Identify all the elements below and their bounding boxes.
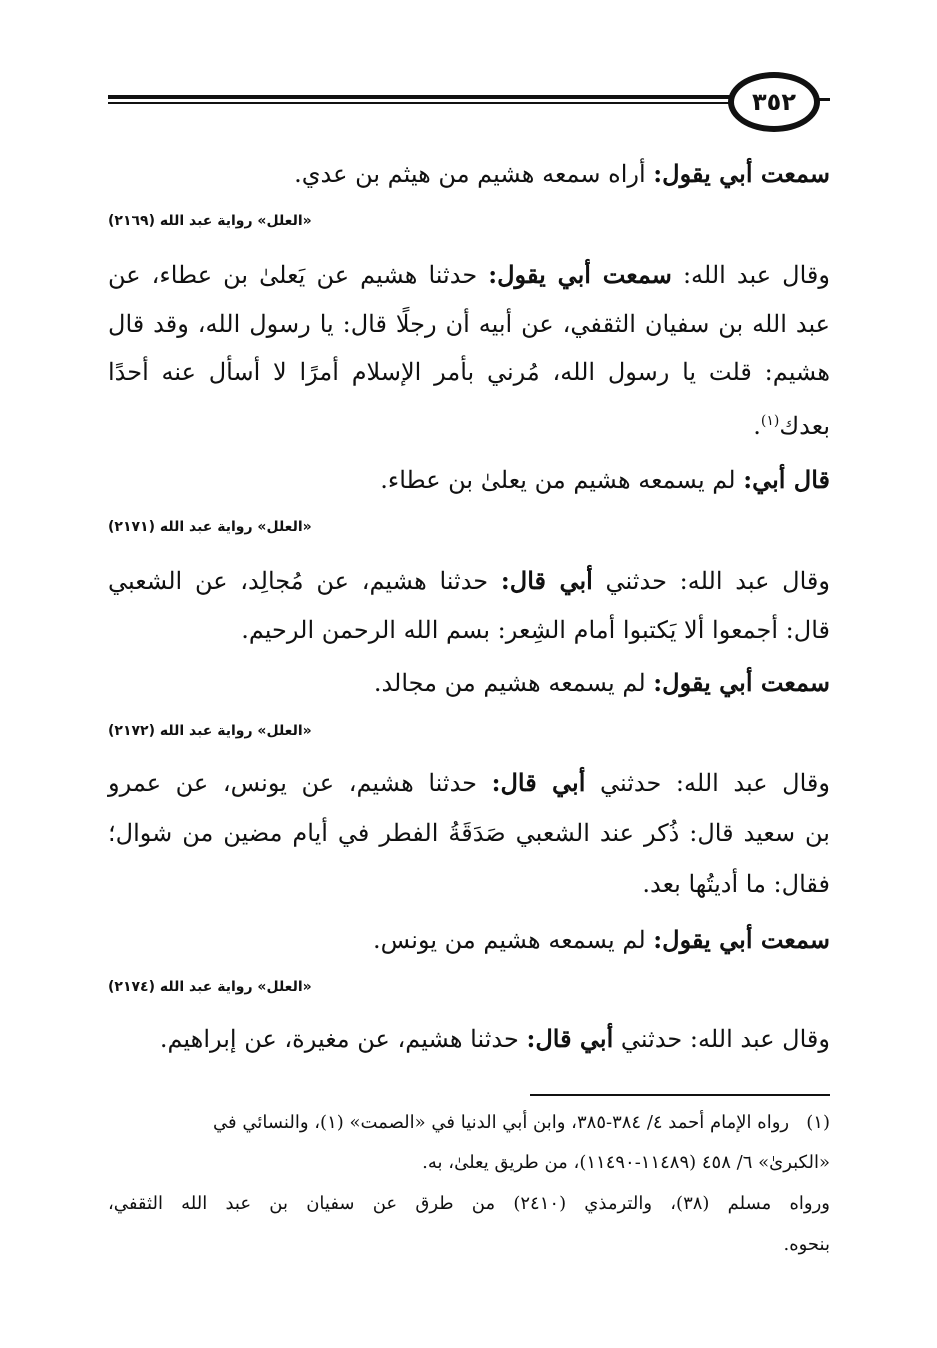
narrator-phrase: أبي قال: <box>491 768 586 797</box>
narrator-phrase: سمعت أبي يقول: <box>653 159 830 188</box>
text-line: فقال: ما أديتُها بعد. <box>642 870 830 898</box>
header-rule-thick <box>108 95 748 99</box>
footnote-line: بنحوه. <box>783 1234 830 1255</box>
source-reference: «العلل» رواية عبد الله (٢١٧٢) <box>108 723 312 739</box>
text-line <box>108 922 830 958</box>
text-span: لم يسمعه هشيم من يونس. <box>373 926 654 954</box>
text-line <box>108 765 830 801</box>
text-line: قال: أجمعوا ألا يَكتبوا أمام الشِعر: بسم الله الرحمن الرحيم. <box>241 616 830 644</box>
text-span: حدثنا هشيم، عن مغيرة، عن إبراهيم. <box>159 1025 527 1053</box>
text-line <box>108 403 830 444</box>
text-span: بعدك <box>779 412 830 440</box>
footnote-reference[interactable]: (١) <box>760 413 780 429</box>
text-span: وقال عبد الله: <box>671 261 830 289</box>
text-span: وقال عبد الله: حدثني <box>613 1025 830 1053</box>
footnote-line: ورواه مسلم (٣٨)، والترمذي (٢٤١٠) من طرق عن سفيان بن عبد الله الثقفي، <box>108 1193 830 1214</box>
source-reference: «العلل» رواية عبد الله (٢١٧٤) <box>108 979 312 995</box>
narrator-phrase: أبي قال: <box>500 566 593 595</box>
text-span: حدثنا هشيم، عن يونس، عن عمرو <box>108 769 492 797</box>
narrator-phrase: سمعت أبي يقول: <box>653 925 830 954</box>
footnote-marker: (١) <box>806 1112 830 1133</box>
text-line: هشيم: قلت يا رسول الله، مُرني بأمر الإسلام أمرًا لا أسأل عنه أحدًا <box>108 358 830 386</box>
text-line <box>108 462 830 498</box>
text-span: لم يسمعه هشيم من يعلىٰ بن عطاء. <box>380 466 744 494</box>
source-reference: «العلل» رواية عبد الله (٢١٦٩) <box>108 213 312 229</box>
text-line <box>108 1021 830 1057</box>
narrator-phrase: سمعت أبي يقول: <box>488 260 672 289</box>
text-span: وقال عبد الله: حدثني <box>585 769 830 797</box>
text-span: وقال عبد الله: حدثني <box>592 567 830 595</box>
narrator-phrase: قال أبي: <box>743 465 830 494</box>
text-span: أراه سمعه هشيم من هيثم بن عدي. <box>294 160 654 188</box>
text-span: حدثنا هشيم، عن مُجالِد، عن الشعبي <box>108 567 501 595</box>
header-rule-thin <box>108 102 748 104</box>
text-span: حدثنا هشيم عن يَعلىٰ بن عطاء، عن <box>108 261 489 289</box>
narrator-phrase: سمعت أبي يقول: <box>653 668 830 697</box>
page-number-text: ٣٥٢ <box>752 88 796 116</box>
text-span: . <box>753 412 761 440</box>
text-line <box>108 665 830 701</box>
narrator-phrase: أبي قال: <box>526 1024 614 1053</box>
footnote-text: رواه الإمام أحمد ٤/ ٣٨٤-٣٨٥، وابن أبي الدنيا في «الصمت» (١)، والنسائي في <box>213 1112 790 1133</box>
text-line: عبد الله بن سفيان الثقفي، عن أبيه أن رجلًا قال: يا رسول الله، وقد قال <box>108 310 830 338</box>
text-line <box>108 156 830 192</box>
text-line <box>108 257 830 293</box>
text-line <box>108 563 830 599</box>
footnote-line: «الكبرىٰ» ٦/ ٤٥٨ (١١٤٨٩-١١٤٩٠)، من طريق يعلىٰ، به. <box>422 1152 830 1173</box>
footnote-line <box>108 1108 830 1138</box>
source-reference: «العلل» رواية عبد الله (٢١٧١) <box>108 519 312 535</box>
text-line: بن سعيد قال: ذُكر عند الشعبي صَدَقَةُ الفطر في أيام مضين من شوال؛ <box>108 819 830 847</box>
page-number <box>728 72 820 132</box>
footnote-separator <box>530 1094 830 1096</box>
text-span: لم يسمعه هشيم من مجالد. <box>373 669 654 697</box>
